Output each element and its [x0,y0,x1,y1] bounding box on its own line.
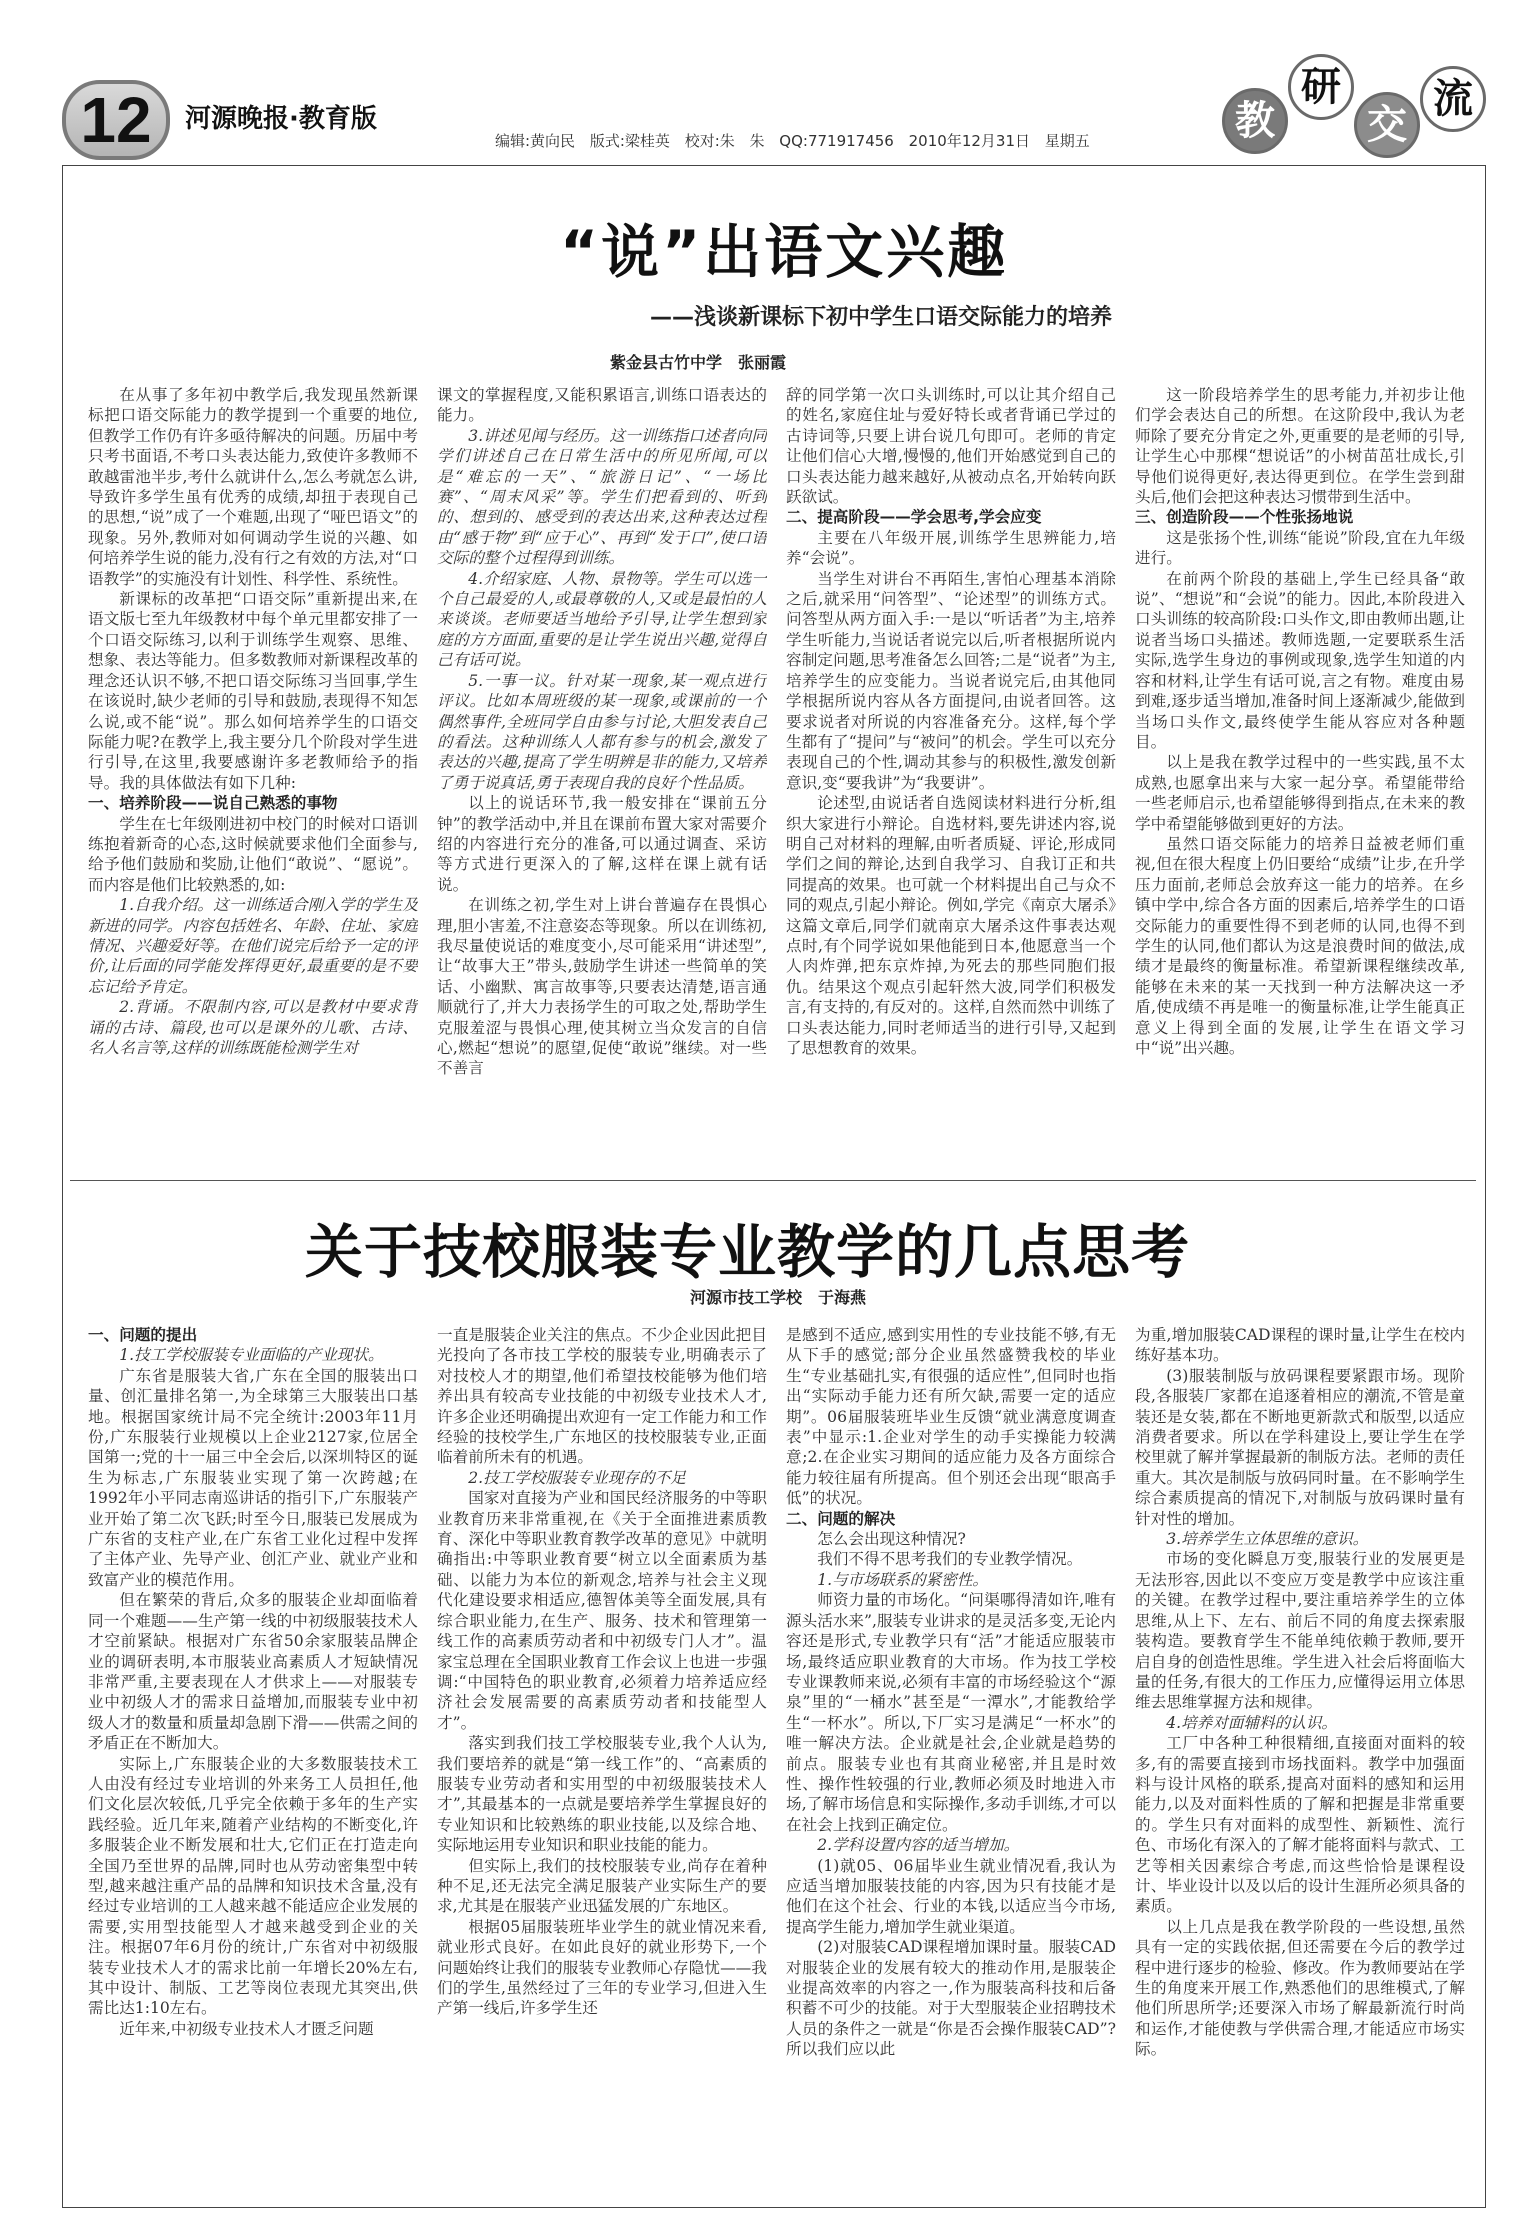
paragraph: (1)就05、06届毕业生就业情况看,我认为应适当增加服装技能的内容,因为只有技能才是他们在这个社会、行业的本钱,以适应当今市场,提高学生能力,增加学生就业渠道。 [786,1856,1116,1936]
column-char: 研 [1288,54,1354,120]
section-heading: 二、问题的解决 [786,1509,896,1528]
issue-weekday: 星期五 [1044,132,1090,150]
section-heading: 一、问题的提出 [88,1326,198,1344]
paragraph: (3)服装制版与放码课程要紧跟市场。现阶段,各服装厂家都在追逐着相应的潮流,不管是童装还是女装,都在不断地更新款式和版型,以适应消费者要求。所以在学科建设上,要让学生在学校里就了解并掌握最新的制版方法。老师的责任重大。其次是制版与放码同时量。在不影响学生综合素质提高的情况下,对制版与放码课时量有针对性的增加。 [1135,1366,1465,1528]
paragraph: 5.一事一议。针对某一现象,某一观点进行评议。比如本周班级的某一现象,或课前的一个偶然事件,全班同学自由参与讨论,大胆发表自己的看法。这种训练人人都有参与的机会,激发了表达的兴趣,提高了学生明辨是非的能力,又培养了勇于说真话,勇于表现自我的良好个性品质。 [437,671,767,792]
paragraph: 我们不得不思考我们的专业教学情况。 [817,1550,1083,1569]
layout-credit: 版式:梁桂英 [589,132,670,150]
article2-column-4 [1135,1325,1465,2195]
paragraph: 4.介绍家庭、人物、景物等。学生可以选一个自己最爱的人,或最尊敬的人,又或是最怕的人来谈谈。老师要适当地给予引导,让学生想到家庭的方方面面,重要的是让学生说出兴趣,觉得自己有话可说。 [437,569,767,670]
article1-column-1 [88,385,418,1160]
paragraph: 主要在八年级开展,训练学生思辨能力,培养“会说”。 [786,528,1116,568]
paragraph: 虽然口语交际能力的培养日益被老师们重视,但在很大程度上仍旧要给“成绩”让步,在升学压力面前,老师总会放弃这一能力的培养。在乡镇中学中,综合各方面的因素后,培养学生的口语交际能力的重要性得不到老师的认同,也得不到学生的认同,他们都认为这是浪费时间的做法,成绩才是最终的衡量标准。希望新课程继续改革,能够在未来的某一天找到一种方法解决这一矛盾,使成绩不再是唯一的衡量标准,让学生能真正意义上得到全面的发展,让学生在语文学习中“说”出兴趣。 [1135,834,1465,1057]
section-heading: 二、提高阶段——学会思考,学会应变 [786,508,1042,527]
paragraph: 这一阶段培养学生的思考能力,并初步让他们学会表达自己的所想。在这阶段中,我认为老师除了要充分肯定之外,更重要的是老师的引导,让学生心中那棵“想说话”的小树苗茁壮成长,引导他们说得更好,表达得更到位。在学生尝到甜头后,他们会把这种表达习惯带到生活中。 [1135,386,1465,507]
article2-column-3 [786,1325,1116,2195]
paragraph: 2.技工学校服装专业现存的不足 [468,1468,686,1487]
paragraph: 国家对直接为产业和国民经济服务的中等职业教育历来非常重视,在《关于全面推进素质教育、深化中等职业教育教学改革的意见》中就明确指出:中等职业教育要“树立以全面素质为基础、以能力为本位的新观念,培养与社会主义现代化建设要求相适应,德智体美等全面发展,具有综合职业能力,在生产、服务、技术和管理第一线工作的高素质劳动者和中初级专门人才”。温家宝总理在全国职业教育工作会议上也进一步强调:“中国特色的职业教育,必须着力培养适应经济社会发展需要的高素质劳动者和技能型人才”。 [437,1489,767,1732]
paragraph: 当学生对讲台不再陌生,害怕心理基本消除之后,就采用“问答型”、“论述型”的训练方式。问答型从两方面入手:一是以“听话者”为主,培养学生听能力,当说话者说完以后,听者根据所说内容制定问题,思考准备怎么回答;二是“说者”为主,培养学生的应变能力。当说者说完后,由其他同学根据所说内容从各方面提问,由说者回答。这要求说者对所说的内容准备充分。这样,每个学生都有了“提问”与“被问”的机会。学生可以充分表现自己的个性,调动其参与的积极性,激发创新意识,变“要我讲”为“我要讲”。 [786,569,1116,792]
article1-column-4 [1135,385,1465,1160]
paragraph: 工厂中各种工种很精细,直接面对面料的较多,有的需要直接到市场找面料。教学中加强面料与设计风格的联系,提高对面料的感知和运用能力,以及对面料性质的了解和把握是非常重要的。学生只有对面料的成型性、新颖性、流行色、市场化有深入的了解才能将面料与款式、工艺等相关因素综合考虑,而这些恰恰是课程设计、毕业设计以及以后的设计生涯所必须具备的素质。 [1135,1734,1465,1916]
paragraph: 师资力量的市场化。“问渠哪得清如许,唯有源头活水来”,服装专业讲求的是灵活多变,无论内容还是形式,专业教学只有“活”才能适应服装市场,最终适应职业教育的大市场。作为技工学校专业课教师来说,必须有丰富的市场经验这个“源泉”里的“一桶水”甚至是“一潭水”,才能教给学生“一杯水”。所以,下厂实习是满足“一杯水”的唯一解决方法。企业就是社会,企业就是趋势的前点。服装专业也有其商业秘密,并且是时效性、操作性较强的行业,教师必须及时地进入市场,了解市场信息和实际操作,多动手训练,才可以在社会上找到正确定位。 [786,1591,1116,1834]
page-header [0,0,1540,165]
paragraph: 但在繁荣的背后,众多的服装企业却面临着同一个难题——生产第一线的中初级服装技术人才空前紧缺。根据对广东省50余家服装品牌企业的调研表明,本市服装业高素质人才短缺情况非常严重,主要表现在人才供求上——对服装专业中初级人才的需求日益增加,而服装专业中初级人才的数量和质量却急剧下滑——供需之间的矛盾正在不断加大。 [88,1591,418,1753]
paragraph: 2.背诵。不限制内容,可以是教材中要求背诵的古诗、篇段,也可以是课外的儿歌、古诗、名人名言等,这样的训练既能检测学生对 [88,998,418,1057]
paragraph: 1.自我介绍。这一训练适合刚入学的学生及新进的同学。内容包括姓名、年龄、住址、家庭情况、兴趣爱好等。在他们说完后给予一定的评价,让后面的同学能发挥得更好,最重要的是不要忘记给予肯定。 [88,896,418,996]
article1-author: 紫金县古竹中学 张丽霞 [610,353,787,372]
paragraph: 广东省是服装大省,广东在全国的服装出口量、创汇量排名第一,为全球第三大服装出口基地。根据国家统计局不完全统计:2003年11月份,广东服装行业规模以上企业2127家,位居全国第一;党的十一届三中全会后,以深圳特区的诞生为标志,广东服装业实现了第一次跨越;在1992年小平同志南巡讲话的指引下,广东服装产业开始了第二次飞跃;时至今日,服装已发展成为广东省的支柱产业,在广东省工业化过程中发挥了主体产业、先导产业、创汇产业、就业产业和致富产业的模范作用。 [88,1366,418,1589]
paragraph: 新课标的改革把“口语交际”重新提出来,在语文版七至九年级教材中每个单元里都安排了一个口语交际练习,以利于训练学生观察、思维、想象、表达等能力。但多数教师对新课程改革的理念还认识不够,不把口语交际练习当回事,学生在该说时,缺少老师的引导和鼓励,表现得不知怎么说,或不能“说”。那么如何培养学生的口语交际能力呢?在教学上,我主要分几个阶段对学生进行引导,在这里,我要感谢许多老教师给予的指导。我的具体做法有如下几种: [88,590,418,792]
paragraph: 但实际上,我们的技校服装专业,尚存在着种种不足,还无法完全满足服装产业实际生产的要求,尤其是在服装产业迅猛发展的广东地区。 [437,1856,767,1916]
paragraph: 根据05届服装班毕业学生的就业情况来看,就业形式良好。在如此良好的就业形势下,一个问题始终让我们的服装专业教师心存隐忧——我们的学生,虽然经过了三年的专业学习,但进入生产第一线后,许多学生还 [437,1917,767,2018]
page-number: 12 [80,84,152,156]
paragraph: 3.培养学生立体思维的意识。 [1166,1530,1369,1549]
article1-column-2 [437,385,767,1160]
paragraph: 是感到不适应,感到实用性的专业技能不够,有无从下手的感觉;部分企业虽然盛赞我校的毕业生“专业基础扎实,有很强的适应性”,但同时也指出“实际动手能力还有所欠缺,需要一定的适应期”。06届服装班毕业生反馈“就业满意度调查表”中显示:1.企业对学生的动手实操能力较满意;2.在企业实习期间的适应能力及各方面综合能力较往届有所提高。但个别还会出现“眼高手低”的状况。 [786,1326,1116,1508]
paragraph: 这是张扬个性,训练“能说”阶段,宜在九年级进行。 [1135,528,1465,568]
article2-column-1 [88,1325,418,2195]
editor-credit: 编辑:黄向民 [495,132,576,150]
paragraph: 在前两个阶段的基础上,学生已经具备“敢说”、“想说”和“会说”的能力。因此,本阶段进入口头训练的较高阶段:口头作文,即由教师出题,让说者当场口头描述。教师选题,一定要联系生活实际,选学生身边的事例或现象,选学生知道的内容和材料,让学生有话可说,言之有物。难度由易到难,逐步适当增加,准备时间上逐渐减少,能做到当场口头作文,最终使学生能从容应对各种题目。 [1135,569,1465,751]
article-divider [70,1180,1476,1181]
column-char: 教 [1222,88,1288,154]
page-number-badge [62,80,170,160]
paragraph: 实际上,广东服装企业的大多数服装技术工人由没有经过专业培训的外来务工人员担任,他们文化层次较低,几乎完全依赖于多年的生产实践经验。近几年来,随着产业结构的不断变化,许多服装企业不断发展和壮大,它们正在打造走向全国乃至世界的品牌,同时也从劳动密集型中转型,越来越注重产品的品牌和知识技术含量,没有经过专业培训的工人越来越不能适应企业发展的需要,实用型技能型人才越来越受到企业的关注。根据07年6月份的统计,广东省对中初级服装专业技术人才的需求比前一年增长20%左右,其中设计、制版、工艺等岗位表现尤其突出,供需比达1:10左右。 [88,1754,418,2018]
paragraph: 1.技工学校服装专业面临的产业现状。 [119,1346,384,1365]
paragraph: 3.讲述见闻与经历。这一训练指口述者向同学们讲述自己在日常生活中的所见所闻,可以是“难忘的一天”、“旅游日记”、“一场比赛”、“周末风采”等。学生们把看到的、听到的、想到的、感受到的表达出来,这种表达过程由“感于物”到“应于心”、再到“发于口”,使口语交际的整个过程得到训练。 [437,426,767,568]
paragraph: 以上是我在教学过程中的一些实践,虽不太成熟,也愿拿出来与大家一起分享。希望能带给一些老师启示,也希望能够得到指点,在未来的教学中希望能够做到更好的方法。 [1135,753,1465,833]
issue-date: 2010年12月31日 [908,132,1030,150]
paragraph: 以上几点是我在教学阶段的一些设想,虽然具有一定的实践依据,但还需要在今后的教学过程中进行逐步的检验、修改。作为教师要站在学生的角度来开展工作,熟悉他们的思维模式,了解他们所思所学;还要深入市场了解最新流行时尚和运作,才能使教与学供需合理,才能适应市场实际。 [1135,1917,1465,2059]
article1-subtitle: ——浅谈新课标下初中学生口语交际能力的培养 [650,305,1113,330]
paragraph: 4.培养对面辅料的认识。 [1166,1713,1338,1732]
section-heading: 三、创造阶段——个性张扬地说 [1135,508,1354,527]
paragraph: 怎么会出现这种情况? [817,1530,966,1549]
article1-column-3 [786,385,1116,1160]
paragraph: 在训练之初,学生对上讲台普遍存在畏惧心理,胆小害羞,不注意姿态等现象。所以在训练初,我尽量使说话的难度变小,尽可能采用“讲述型”,让“故事大王”带头,鼓励学生讲述一些简单的笑话、小幽默、寓言故事等,只要表达清楚,语言通顺就行了,并大力表扬学生的可取之处,帮助学生克服羞涩与畏惧心理,使其树立当众发言的自信心,燃起“想说”的愿望,促使“敢说”继续。对一些不善言 [437,896,767,1078]
proof-credit: 校对:朱 朱 [684,132,765,150]
paragraph: 辞的同学第一次口头训练时,可以让其介绍自己的姓名,家庭住址与爱好特长或者背诵已学过的古诗词等,只要上讲台说几句即可。老师的肯定让他们信心大增,慢慢的,他们开始感觉到自己的口头表达能力越来越好,从被动点名,开始转向跃跃欲试。 [786,386,1116,507]
paragraph: (2)对服装CAD课程增加课时量。服装CAD对服装企业的发展有较大的推动作用,是服装企业提高效率的内容之一,作为服装高科技和后备积蓄不可少的技能。对于大型服装企业招聘技术人员的条件之一就是“你是否会操作服装CAD”?所以我们应以此 [786,1938,1116,2059]
paragraph: 课文的掌握程度,又能积累语言,训练口语表达的能力。 [437,386,767,425]
article2-title: 关于技校服装专业教学的几点思考 [305,1218,1191,1286]
paragraph: 落实到我们技工学校服装专业,我个人认为,我们要培养的就是“第一线工作”的、“高素质的服装专业劳动者和实用型的中初级服装技术人才”,其最基本的一点就是要培养学生掌握良好的专业知识和比较熟练的职业技能,以及综合地、实际地运用专业知识和职业技能的能力。 [437,1734,767,1855]
paragraph: 近年来,中初级专业技术人才匮乏问题 [119,2019,374,2038]
qq-number: QQ:771917456 [779,132,894,150]
paragraph: 为重,增加服装CAD课程的课时量,让学生在校内练好基本功。 [1135,1326,1465,1365]
article2-author: 河源市技工学校 于海燕 [690,1288,867,1307]
column-char: 流 [1420,66,1486,132]
column-char: 交 [1354,92,1420,158]
paragraph: 以上的说话环节,我一般安排在“课前五分钟”的教学活动中,并且在课前布置大家对需要介绍的内容进行充分的准备,可以通过调查、采访等方式进行更深入的了解,这样在课上就有话说。 [437,794,767,894]
paragraph: 论述型,由说话者自选阅读材料进行分析,组织大家进行小辩论。自选材料,要先讲述内容,说明自己对材料的理解,由听者质疑、评论,形成同学们之间的辩论,达到自我学习、自我订正和共同提高的效果。也可就一个材料提出自己与众不同的观点,引起小辩论。例如,学完《南京大屠杀》这篇文章后,同学们就南京大屠杀这件事表达观点时,有个同学说如果他能到日本,他愿意当一个人肉炸弹,把东京炸掉,为死去的那些同胞们报仇。结果这个观点引起轩然大波,同学们积极发言,有支持的,有反对的。这样,自然而然中训练了口头表达能力,同时老师适当的进行引导,又起到了思想教育的效果。 [786,794,1116,1057]
newspaper-name: 河源晚报·教育版 [185,104,377,134]
paragraph: 1.与市场联系的紧密性。 [817,1570,989,1589]
paragraph: 2.学科设置内容的适当增加。 [817,1836,1020,1855]
paragraph: 一直是服装企业关注的焦点。不少企业因此把目光投向了各市技工学校的服装专业,明确表示了对技校人才的期望,他们希望技校能够为他们培养出具有较高专业技能的中初级专业技术人才,许多企业还明确提出欢迎有一定工作能力和工作经验的技校学生,广东地区的技校服装专业,正面临着前所未有的机遇。 [437,1326,767,1467]
masthead-info [495,130,1090,151]
paragraph: 在从事了多年初中教学后,我发现虽然新课标把口语交际能力的教学提到一个重要的地位,但教学工作仍有许多亟待解决的问题。历届中考只考书面语,不考口头表达能力,致使许多教师不敢越雷池半步,考什么就讲什么,怎么考就怎么讲,导致许多学生虽有优秀的成绩,却扭于表现自己的思想,“说”成了一个难题,出现了“哑巴语文”的现象。另外,教师对如何调动学生说的兴趣、如何培养学生说的能力,没有行之有效的方法,对“口语教学”的实施没有计划性、科学性、系统性。 [88,386,418,588]
article2-column-2 [437,1325,767,2195]
section-heading: 一、培养阶段——说自己熟悉的事物 [88,794,338,813]
article1-title: “说”出语文兴趣 [560,218,1009,286]
paragraph: 学生在七年级刚进初中校门的时候对口语训练抱着新奇的心态,这时候就要求他们全面参与,给予他们鼓励和奖励,让他们“敢说”、“愿说”。而内容是他们比较熟悉的,如: [88,814,418,894]
paragraph: 市场的变化瞬息万变,服装行业的发展更是无法形容,因此以不变应万变是教学中应该注重的关键。在教学过程中,要注重培养学生的立体思维,从上下、左右、前后不同的角度去探索服装构造。要教育学生不能单纯依赖于教师,要开启自身的创造性思维。学生进入社会后将面临大量的任务,有很大的工作压力,应懂得运用立体思维去思维掌握方法和规律。 [1135,1550,1465,1712]
column-name-badge [1222,52,1492,162]
